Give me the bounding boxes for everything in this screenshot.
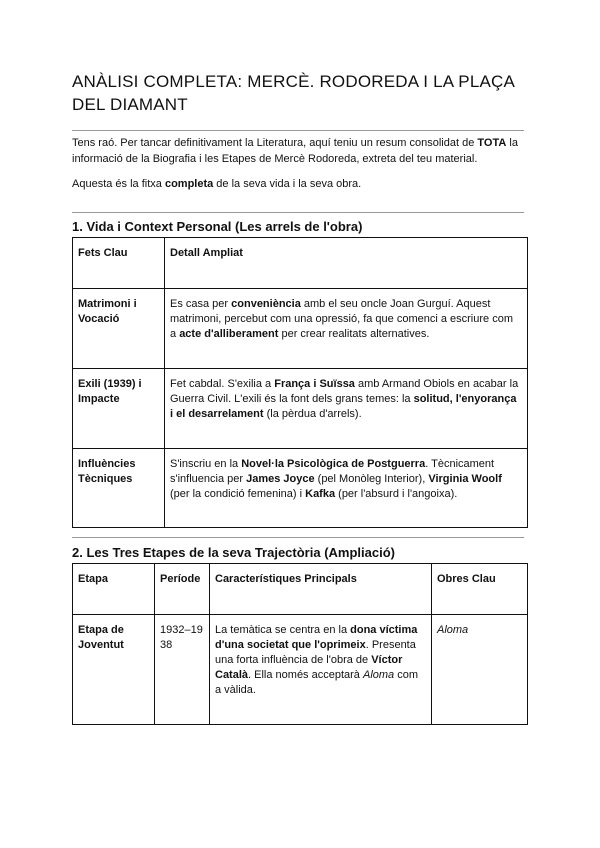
row-detail: Es casa per conveniència amb el seu oncle Joan Gurguí. Aquest matrimoni, percebut com una opressió, fa que comenci a escriure com a acte d'alliberament per crear realitats alternatives. bbox=[165, 289, 528, 369]
table-row bbox=[73, 289, 528, 369]
stage-period: 1932–1938 bbox=[155, 615, 210, 725]
table-header-row bbox=[73, 238, 528, 289]
stages-table bbox=[72, 563, 528, 725]
stage-works: Aloma bbox=[432, 615, 528, 725]
table-row bbox=[73, 615, 528, 725]
column-header: Detall Ampliat bbox=[165, 238, 528, 289]
life-context-table bbox=[72, 237, 528, 528]
column-header: Característiques Principals bbox=[210, 564, 432, 615]
divider bbox=[72, 537, 524, 538]
column-header: Període bbox=[155, 564, 210, 615]
divider bbox=[72, 212, 524, 213]
row-detail: Fet cabdal. S'exilia a França i Suïssa amb Armand Obiols en acabar la Guerra Civil. L'exili és la font dels grans temes: la solitud, l'enyorança i el desarrelament (la pèrdua d'arrels). bbox=[165, 369, 528, 449]
section-1-heading: 1. Vida i Context Personal (Les arrels de l'obra) bbox=[72, 219, 363, 234]
column-header: Obres Clau bbox=[432, 564, 528, 615]
row-key: Influències Tècniques bbox=[73, 449, 165, 528]
document-title: ANÀLISI COMPLETA: MERCÈ. RODOREDA I LA PLAÇA DEL DIAMANT bbox=[72, 72, 515, 114]
stage-characteristics: La temàtica se centra en la dona víctima d'una societat que l'oprimeix. Presenta una forta influència de l'obra de Víctor Català. Ella només acceptarà Aloma com a vàlida. bbox=[210, 615, 432, 725]
table-header-row bbox=[73, 564, 528, 615]
divider bbox=[72, 130, 524, 131]
table-row bbox=[73, 369, 528, 449]
table-row bbox=[73, 449, 528, 528]
intro-summary: Aquesta és la fitxa completa de la seva vida i la seva obra. bbox=[72, 178, 362, 190]
row-key: Matrimoni i Vocació bbox=[73, 289, 165, 369]
row-detail: S'inscriu en la Novel·la Psicològica de Postguerra. Tècnicament s'influencia per James Joyce (pel Monòleg Interior), Virginia Woolf (per la condició femenina) i Kafka (per l'absurd i l'angoixa). bbox=[165, 449, 528, 528]
stage-name: Etapa de Joventut bbox=[73, 615, 155, 725]
column-header: Fets Clau bbox=[73, 238, 165, 289]
section-2-heading: 2. Les Tres Etapes de la seva Trajectòria (Ampliació) bbox=[72, 545, 395, 560]
row-key: Exili (1939) i Impacte bbox=[73, 369, 165, 449]
column-header: Etapa bbox=[73, 564, 155, 615]
intro-paragraph: Tens raó. Per tancar definitivament la Literatura, aquí teniu un resum consolidat de TOTA la informació de la Biografia i les Etapes de Mercè Rodoreda, extreta del teu material. bbox=[72, 137, 518, 165]
